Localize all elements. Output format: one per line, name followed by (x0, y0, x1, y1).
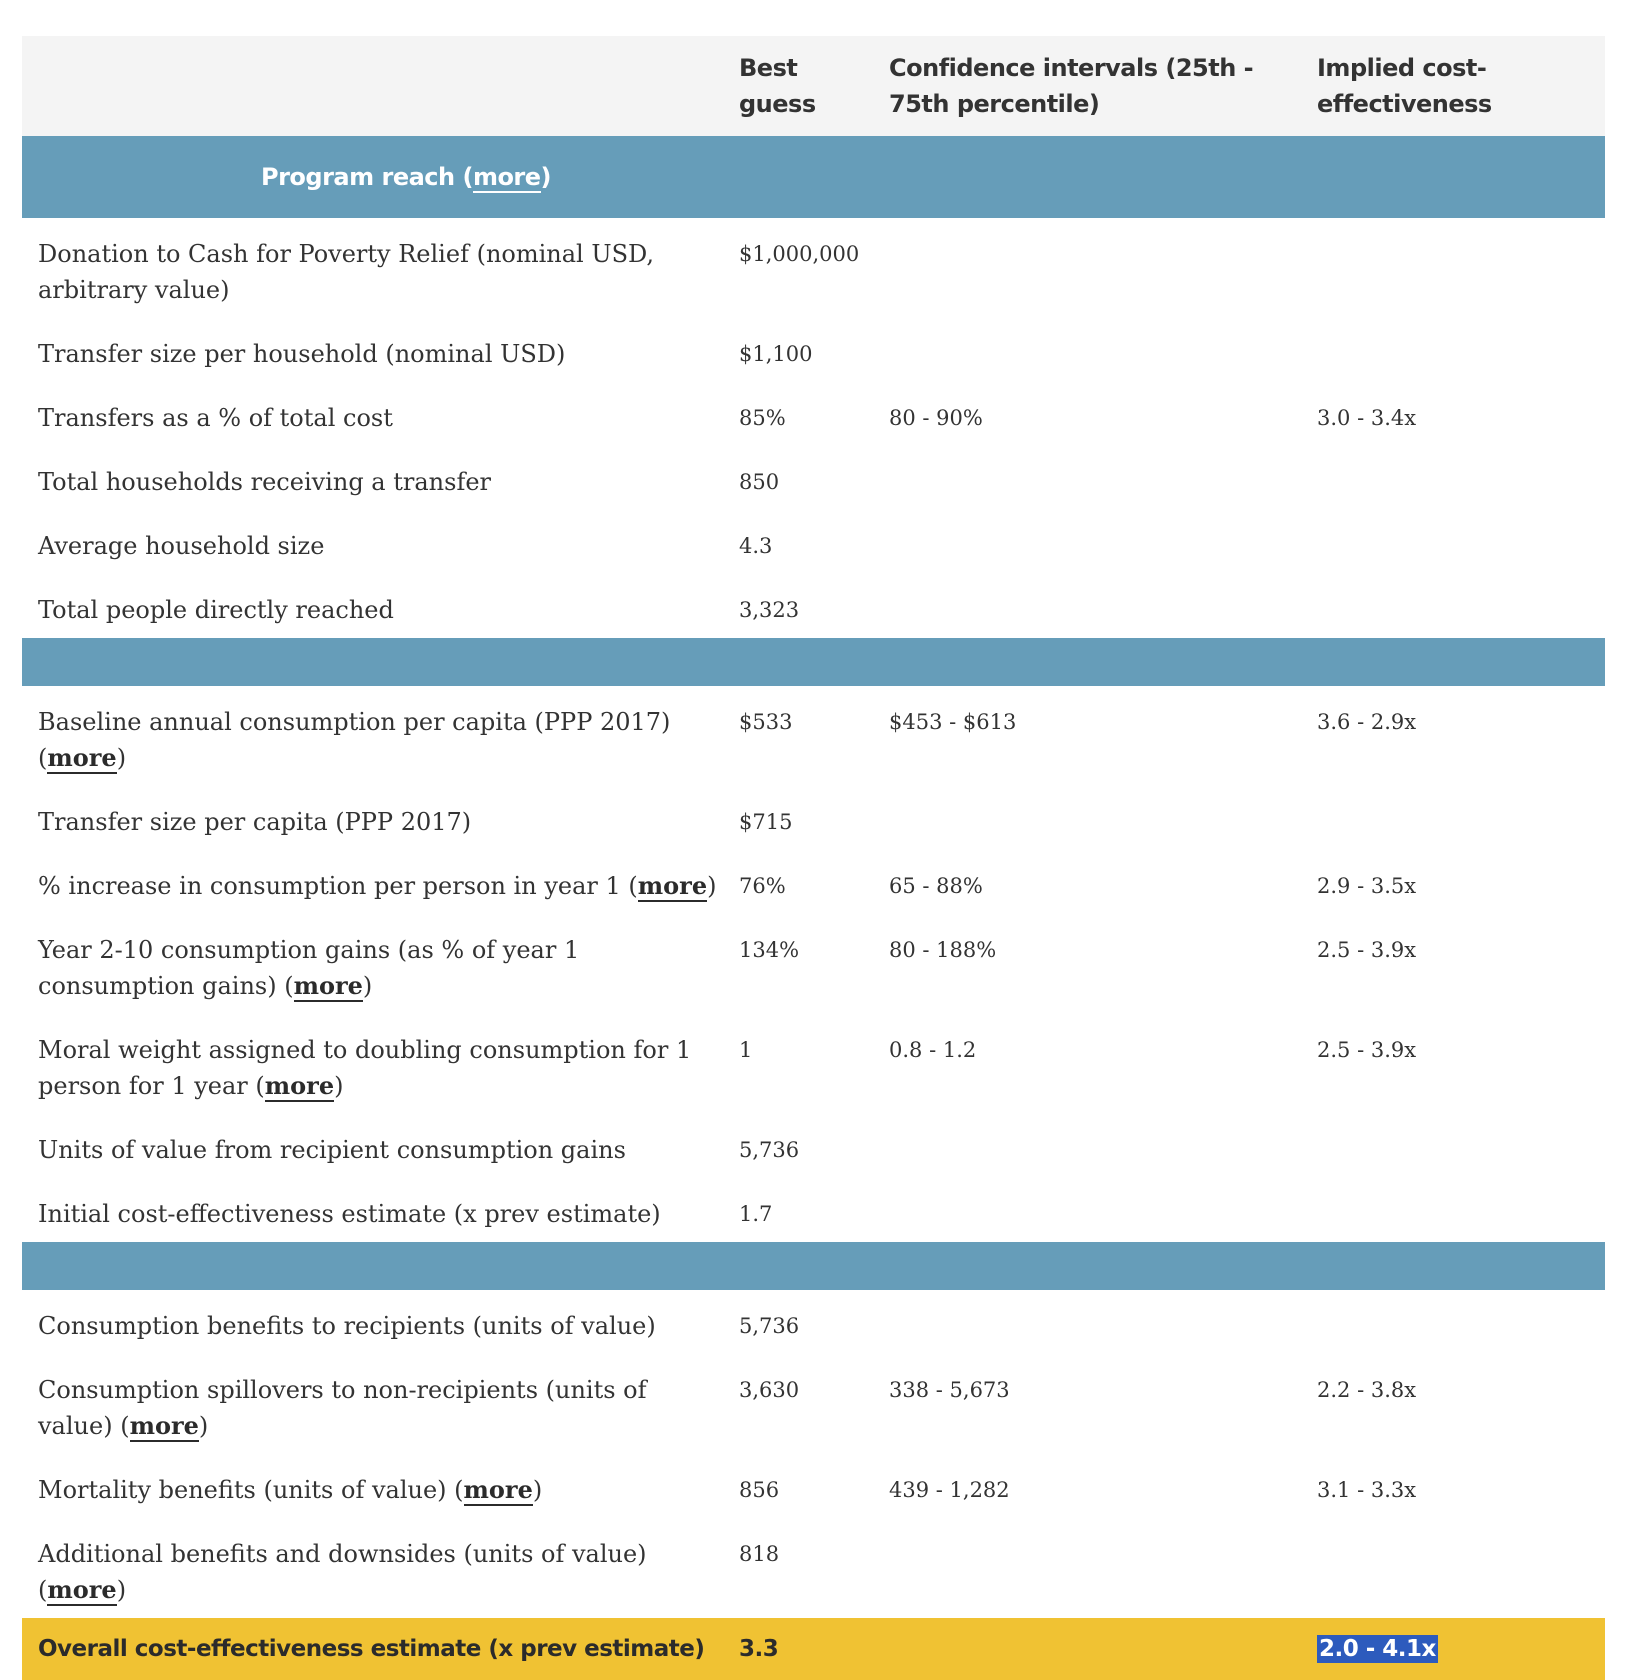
table-row (22, 1290, 1605, 1354)
more-link-program-reach[interactable]: more (472, 163, 541, 191)
row-confidence-interval (889, 318, 1317, 382)
row-confidence-interval: 0.8 - 1.2 (889, 1038, 977, 1062)
row-label: Transfer size per household (nominal USD) (38, 340, 566, 368)
table-row (22, 914, 1605, 1014)
row-implied-ce: 2.5 - 3.9x (1317, 938, 1417, 962)
row-best-guess: 818 (739, 1542, 780, 1566)
row-confidence-interval (889, 446, 1317, 510)
row-label: Units of value from recipient consumption gains (38, 1136, 626, 1164)
row-implied-ce: 2.5 - 3.9x (1317, 1038, 1417, 1062)
overall-confidence-interval (889, 1618, 1317, 1680)
section-divider-consumption (22, 638, 1605, 686)
more-link[interactable]: more (637, 871, 708, 900)
row-implied-ce (1317, 786, 1605, 850)
table-row (22, 1114, 1605, 1178)
overall-label: Overall cost-effectiveness estimate (x prev estimate) (38, 1636, 705, 1662)
row-implied-ce (1317, 218, 1605, 318)
row-best-guess: 1 (739, 1038, 753, 1062)
section-header-program-reach (22, 136, 1605, 218)
row-best-guess: 856 (739, 1478, 780, 1502)
row-confidence-interval: $453 - $613 (889, 710, 1017, 734)
row-confidence-interval (889, 1178, 1317, 1242)
table-row (22, 1518, 1605, 1618)
row-best-guess: 4.3 (739, 534, 773, 558)
row-confidence-interval: 338 - 5,673 (889, 1378, 1010, 1402)
row-best-guess: 3,323 (739, 598, 800, 622)
row-implied-ce (1317, 1178, 1605, 1242)
row-implied-ce (1317, 318, 1605, 382)
overall-implied-ce-selected[interactable]: 2.0 - 4.1x (1319, 1636, 1436, 1662)
table-body (22, 136, 1605, 1680)
row-best-guess: 134% (739, 938, 800, 962)
row-implied-ce: 2.9 - 3.5x (1317, 874, 1417, 898)
overall-implied-ce (1317, 1618, 1605, 1680)
row-implied-ce (1317, 1518, 1605, 1618)
more-link[interactable]: more (264, 1071, 335, 1100)
more-link[interactable]: more (293, 971, 363, 1000)
row-label: Additional benefits and downsides (units of value) (more) (38, 1540, 647, 1604)
table-row (22, 1354, 1605, 1454)
row-label: Consumption benefits to recipients (units of value) (38, 1312, 656, 1340)
row-confidence-interval (889, 1518, 1317, 1618)
row-implied-ce (1317, 446, 1605, 510)
table-row (22, 786, 1605, 850)
table-row (22, 1178, 1605, 1242)
table-row (22, 446, 1605, 510)
row-confidence-interval (889, 574, 1317, 638)
row-label: Baseline annual consumption per capita (PPP 2017) (more) (38, 708, 671, 772)
row-confidence-interval (889, 510, 1317, 574)
more-link[interactable]: more (129, 1411, 199, 1440)
row-confidence-interval (889, 1114, 1317, 1178)
row-label: Moral weight assigned to doubling consumption for 1 person for 1 year (more) (38, 1036, 692, 1100)
row-label: Average household size (38, 532, 325, 560)
more-link[interactable]: more (47, 743, 117, 772)
row-label: Consumption spillovers to non-recipients (units of value) (more) (38, 1376, 647, 1440)
row-confidence-interval (889, 1290, 1317, 1354)
header-best-guess: Best guess (739, 54, 816, 118)
row-best-guess: 850 (739, 470, 780, 494)
row-best-guess: 85% (739, 406, 786, 430)
row-label: Mortality benefits (units of value) (more) (38, 1475, 543, 1504)
row-best-guess: 3,630 (739, 1378, 800, 1402)
row-best-guess: 5,736 (739, 1314, 800, 1338)
row-label: Total households receiving a transfer (38, 468, 491, 496)
row-confidence-interval (889, 218, 1317, 318)
table-row (22, 850, 1605, 914)
row-best-guess: 76% (739, 874, 786, 898)
row-implied-ce: 3.1 - 3.3x (1317, 1478, 1417, 1502)
more-link[interactable]: more (47, 1575, 117, 1604)
overall-estimate-row (22, 1618, 1605, 1680)
row-label: Initial cost-effectiveness estimate (x prev estimate) (38, 1200, 661, 1228)
row-label: Total people directly reached (38, 596, 394, 624)
table-row (22, 510, 1605, 574)
row-best-guess: 5,736 (739, 1138, 800, 1162)
table-row (22, 218, 1605, 318)
table-row (22, 1454, 1605, 1518)
row-label: Transfer size per capita (PPP 2017) (38, 808, 472, 836)
table-row (22, 686, 1605, 786)
row-implied-ce (1317, 510, 1605, 574)
table-row (22, 1014, 1605, 1114)
row-confidence-interval (889, 786, 1317, 850)
table-row (22, 574, 1605, 638)
row-confidence-interval: 80 - 188% (889, 938, 997, 962)
table-row (22, 382, 1605, 446)
row-label: Transfers as a % of total cost (38, 404, 393, 432)
header-label-column (22, 36, 739, 136)
section-title-program-reach: Program reach (more) (261, 163, 552, 191)
row-best-guess: $715 (739, 810, 793, 834)
header-confidence-intervals: Confidence intervals (25th - 75th percentile) (889, 54, 1254, 118)
row-implied-ce: 3.0 - 3.4x (1317, 406, 1417, 430)
row-best-guess: 1.7 (739, 1202, 773, 1226)
row-implied-ce (1317, 574, 1605, 638)
row-implied-ce: 2.2 - 3.8x (1317, 1378, 1417, 1402)
row-best-guess: $533 (739, 710, 793, 734)
row-implied-ce: 3.6 - 2.9x (1317, 710, 1417, 734)
header-implied-cost-effectiveness: Implied cost-effectiveness (1317, 54, 1492, 118)
header-row (22, 36, 1605, 136)
cost-effectiveness-table-container (22, 36, 1605, 1680)
row-confidence-interval: 65 - 88% (889, 874, 983, 898)
table-row (22, 318, 1605, 382)
table-header (22, 36, 1605, 136)
row-confidence-interval: 439 - 1,282 (889, 1478, 1010, 1502)
cost-effectiveness-table (22, 36, 1605, 1680)
row-best-guess: $1,000,000 (739, 242, 860, 266)
overall-best-guess: 3.3 (739, 1636, 779, 1662)
row-best-guess: $1,100 (739, 342, 813, 366)
row-confidence-interval: 80 - 90% (889, 406, 983, 430)
more-link[interactable]: more (463, 1475, 533, 1504)
section-divider-benefits (22, 1242, 1605, 1290)
row-label: % increase in consumption per person in year 1 (more) (38, 871, 717, 900)
row-implied-ce (1317, 1114, 1605, 1178)
row-label: Donation to Cash for Poverty Relief (nominal USD, arbitrary value) (38, 240, 655, 304)
row-label: Year 2-10 consumption gains (as % of year 1 consumption gains) (more) (38, 936, 580, 1000)
row-implied-ce (1317, 1290, 1605, 1354)
